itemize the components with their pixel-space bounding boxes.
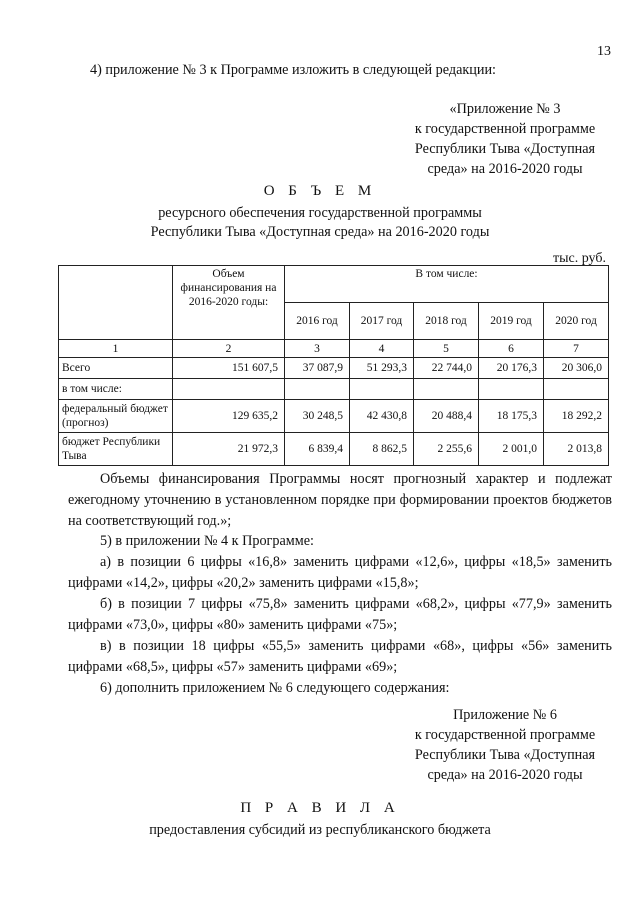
title-line1: ресурсного обеспечения государственной программы [158, 205, 482, 221]
intro-line: 4) приложение № 3 к Программе изложить в следующей редакции: [90, 62, 496, 78]
cell-value: 37 087,9 [285, 358, 350, 379]
cell-value: 18 175,3 [479, 400, 544, 433]
cell-empty [414, 379, 479, 400]
header-year: 2017 год [350, 303, 414, 340]
cell-value: 129 635,2 [173, 400, 285, 433]
table-row [59, 379, 609, 400]
item5: 5) в приложении № 4 к Программе: [100, 533, 314, 549]
cell-empty [285, 379, 350, 400]
row-label: Всего [59, 358, 173, 379]
cell-value: 2 001,0 [479, 433, 544, 466]
cell-empty [350, 379, 414, 400]
rules-line1: предоставления субсидий из республиканского бюджета [149, 822, 491, 838]
col-number: 2 [173, 340, 285, 358]
cell-value: 20 306,0 [544, 358, 609, 379]
header-incl: В том числе: [285, 266, 609, 303]
cell-value: 42 430,8 [350, 400, 414, 433]
table-row [59, 400, 609, 433]
header-empty-2 [59, 303, 173, 340]
header-year: 2020 год [544, 303, 609, 340]
col-number: 5 [414, 340, 479, 358]
rules-heading: П Р А В И Л А [240, 800, 400, 816]
appendix3-line1: «Приложение № 3 [449, 101, 561, 117]
cell-value: 51 293,3 [350, 358, 414, 379]
appendix6-line3: Республики Тыва «Доступная [414, 747, 596, 763]
row-label: федеральный бюджет (прогноз) [59, 400, 173, 433]
cell-empty [173, 379, 285, 400]
cell-value: 18 292,2 [544, 400, 609, 433]
para-volume: Объемы финансирования Программы носят прогнозный характер и подлежат ежегодному уточнению в установленном порядке при формировании проектов бюджетов на соответствующий год.»; [68, 471, 612, 529]
financing-table [58, 265, 609, 466]
cell-value: 6 839,4 [285, 433, 350, 466]
header-year: 2019 год [479, 303, 544, 340]
header-total: Объем финансирования на 2016-2020 годы: [173, 266, 285, 340]
title-line2: Республики Тыва «Доступная среда» на 2016-2020 годы [150, 224, 490, 240]
col-number: 6 [479, 340, 544, 358]
item5b: б) в позиции 7 цифры «75,8» заменить цифрами «68,2», цифры «77,9» заменить цифрами «73,0», цифры «80» заменить цифрами «75»; [68, 596, 612, 633]
col-number: 3 [285, 340, 350, 358]
appendix3-line3: Республики Тыва «Доступная [414, 141, 596, 157]
item5a: а) в позиции 6 цифры «16,8» заменить цифрами «12,6», цифры «18,5» заменить цифрами «14,2», цифры «20,2» заменить цифрами «15,8»; [68, 554, 612, 591]
row-label: в том числе: [59, 379, 173, 400]
appendix6-line1: Приложение № 6 [453, 707, 557, 723]
cell-value: 20 488,4 [414, 400, 479, 433]
col-number: 1 [59, 340, 173, 358]
cell-value: 30 248,5 [285, 400, 350, 433]
appendix6-line4: среда» на 2016-2020 годы [427, 767, 583, 783]
col-number: 7 [544, 340, 609, 358]
title-heading: О Б Ъ Е М [263, 183, 377, 199]
page-number: 13 [597, 44, 611, 59]
cell-value: 20 176,3 [479, 358, 544, 379]
cell-value: 8 862,5 [350, 433, 414, 466]
table-row [59, 433, 609, 466]
appendix6-line2: к государственной программе [414, 727, 596, 743]
cell-value: 2 013,8 [544, 433, 609, 466]
col-number: 4 [350, 340, 414, 358]
header-year: 2018 год [414, 303, 479, 340]
appendix6-block [380, 705, 630, 785]
cell-empty [479, 379, 544, 400]
cell-value: 151 607,5 [173, 358, 285, 379]
table-row [59, 358, 609, 379]
cell-value: 21 972,3 [173, 433, 285, 466]
appendix3-line4: среда» на 2016-2020 годы [427, 161, 583, 177]
cell-empty [544, 379, 609, 400]
cell-value: 22 744,0 [414, 358, 479, 379]
row-label: бюджет Республики Тыва [59, 433, 173, 466]
cell-value: 2 255,6 [414, 433, 479, 466]
item6: 6) дополнить приложением № 6 следующего содержания: [100, 680, 450, 696]
item5c: в) в позиции 18 цифры «55,5» заменить цифрами «68», цифры «56» заменить цифрами «68,5», цифры «57» заменить цифрами «69»; [68, 638, 612, 675]
appendix3-line2: к государственной программе [414, 121, 596, 137]
header-empty [59, 266, 173, 303]
unit-label: тыс. руб. [553, 251, 606, 266]
appendix3-block [380, 99, 630, 179]
header-year: 2016 год [285, 303, 350, 340]
